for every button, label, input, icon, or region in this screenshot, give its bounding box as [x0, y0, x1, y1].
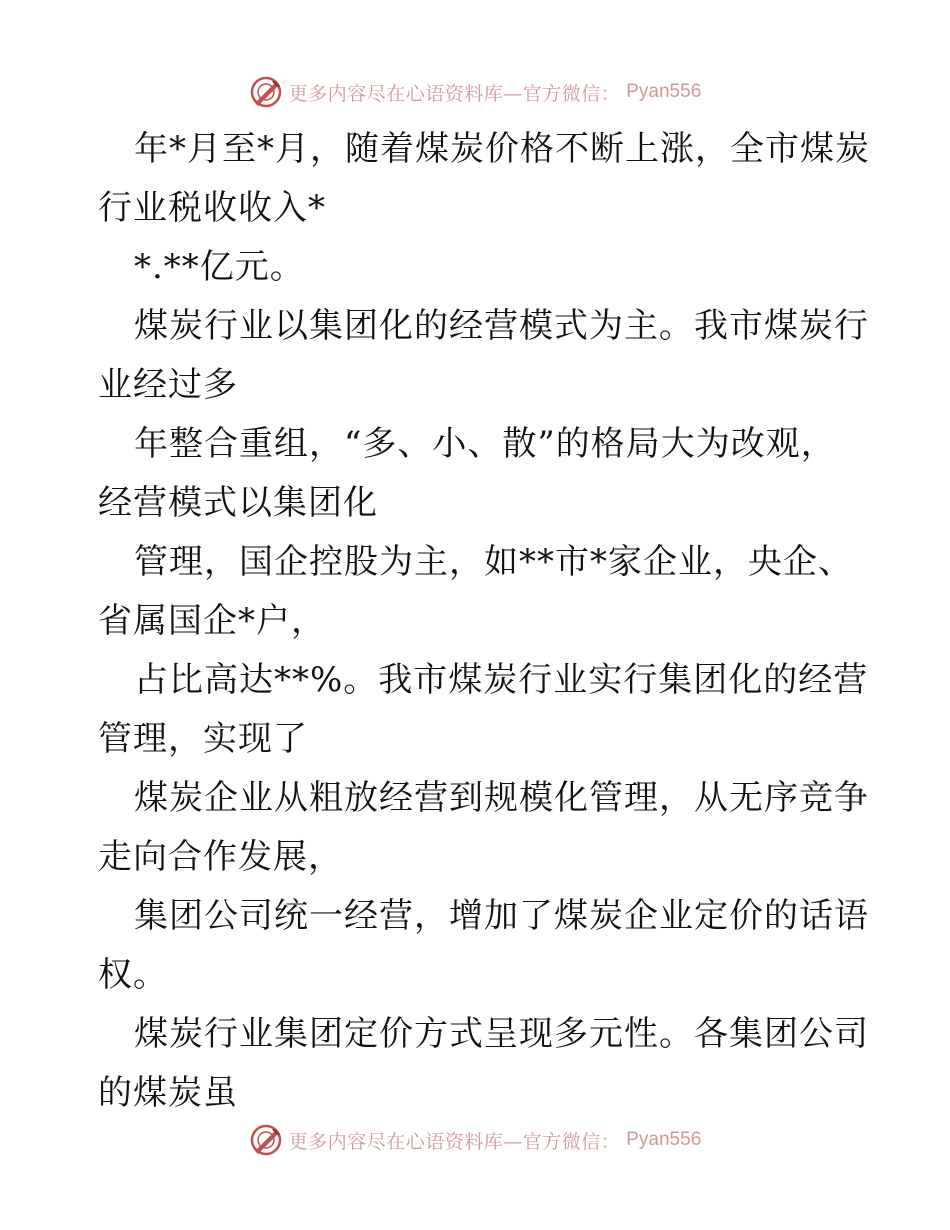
text-line: 煤炭行业以集团化的经营模式为主。我市煤炭行: [134, 306, 869, 346]
text-line: 集团公司统一经营，增加了煤炭企业定价的话语: [134, 896, 869, 936]
text-line: 年*月至*月，随着煤炭价格不断上涨，全市煤炭: [134, 129, 870, 169]
header-watermark: [0, 72, 950, 112]
text-line: 占比高达**%。我市煤炭行业实行集团化的经营: [134, 660, 869, 700]
text-line: 业经过多: [98, 365, 238, 405]
text-line: *.**亿元。: [134, 247, 305, 287]
watermark-text: 更多内容尽在心语资料库—官方微信：: [288, 82, 621, 105]
text-line: 的煤炭虽: [98, 1073, 238, 1113]
text-line: 煤炭企业从粗放经营到规模化管理，从无序竞争: [134, 778, 869, 818]
footer-watermark: [0, 1120, 950, 1160]
watermark-wechat-id: Pyan556: [626, 81, 702, 102]
text-line: 管理，实现了: [98, 719, 308, 759]
text-line: 省属国企*户，: [98, 601, 326, 641]
text-line: 行业税收收入*: [98, 188, 326, 228]
text-line: 权。: [98, 955, 168, 995]
text-line: 走向合作发展，: [98, 837, 343, 877]
text-line: 年整合重组，“多、小、散”的格局大为改观，: [134, 424, 836, 464]
pen-logo-icon: [249, 75, 283, 109]
text-line: 经营模式以集团化: [98, 483, 378, 523]
watermark-wechat-id: Pyan556: [626, 1129, 702, 1150]
watermark-text: 更多内容尽在心语资料库—官方微信：: [288, 1130, 621, 1153]
text-line: 管理，国企控股为主，如**市*家企业，央企、: [134, 542, 853, 582]
text-line: 煤炭行业集团定价方式呈现多元性。各集团公司: [134, 1014, 869, 1054]
pen-logo-icon: [249, 1123, 283, 1157]
document-body: [98, 120, 870, 1123]
